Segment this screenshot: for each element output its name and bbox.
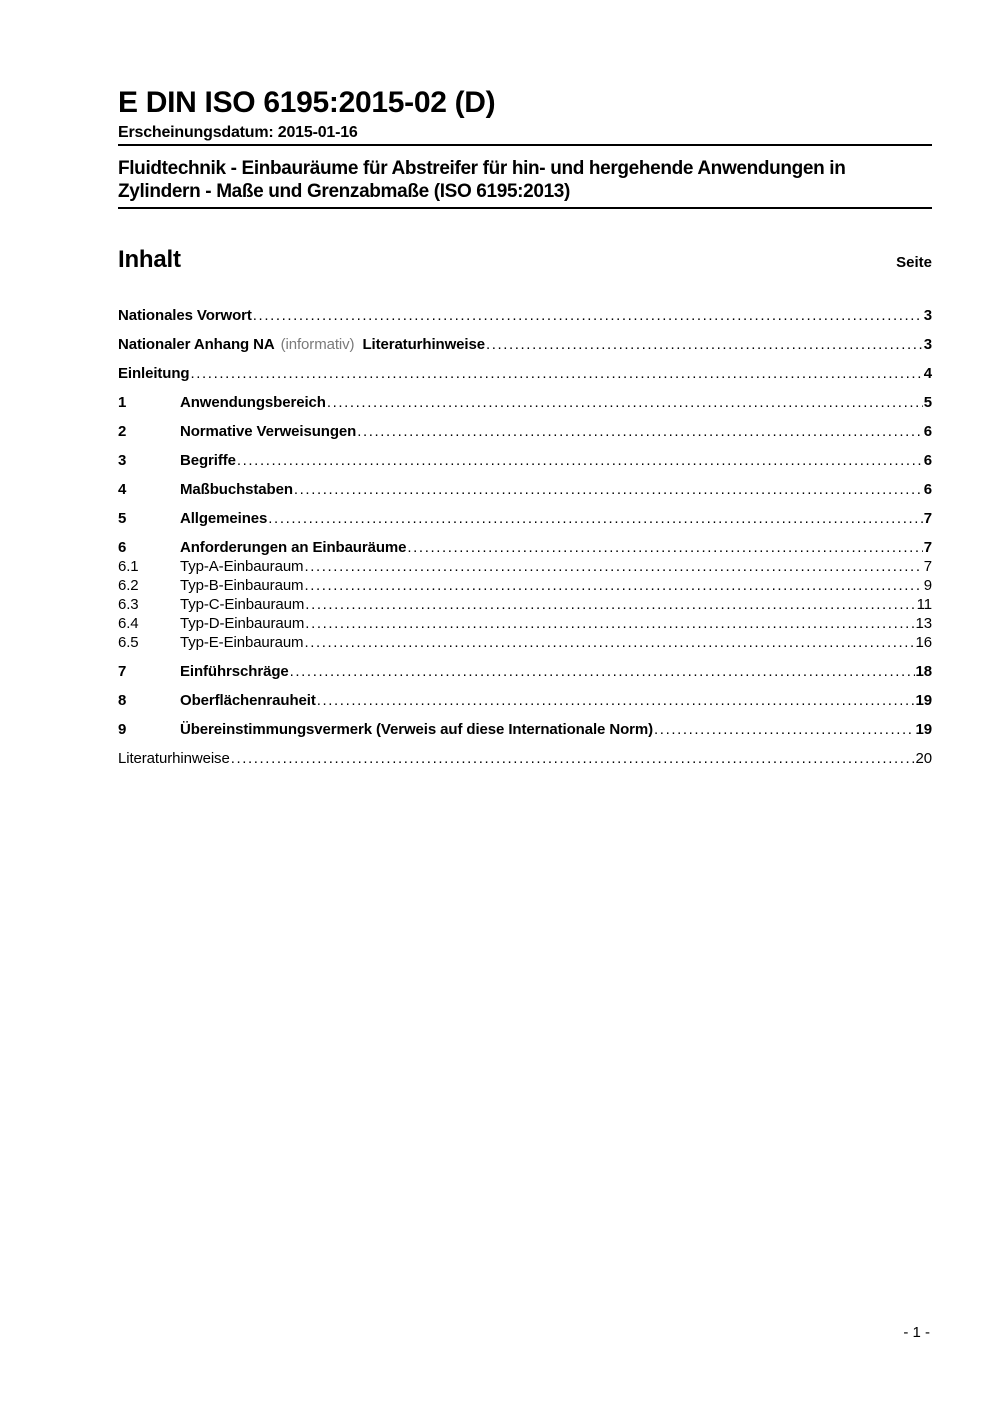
toc-entry-page: 9 xyxy=(923,577,932,594)
toc-leader-dots xyxy=(290,662,915,681)
toc-entry-page: 7 xyxy=(923,510,932,527)
toc-entry-page: 7 xyxy=(923,539,932,556)
toc-entry xyxy=(118,451,932,470)
toc-entry-label: Typ-C-Einbauraum xyxy=(180,596,305,613)
toc-entry-label: Nationales Vorwort xyxy=(118,307,252,324)
toc-entry-label: Maßbuchstaben xyxy=(180,481,293,498)
toc-entry xyxy=(118,393,932,412)
toc-entry xyxy=(118,422,932,441)
toc-leader-dots xyxy=(191,364,923,383)
toc-entry-label-muted-part: (informativ) xyxy=(280,336,355,353)
document-subtitle-line-2: Zylindern - Maße und Grenzabmaße (ISO 6195:2013) xyxy=(118,181,570,202)
toc-entry-page: 13 xyxy=(915,615,932,632)
title-block-divider-bottom xyxy=(118,207,932,209)
toc-entry xyxy=(118,335,932,354)
toc-entry-page: 3 xyxy=(923,336,932,353)
table-of-contents xyxy=(118,306,932,768)
toc-leader-dots xyxy=(304,557,922,576)
toc-entry-label: Begriffe xyxy=(180,452,236,469)
toc-entry-page: 19 xyxy=(915,692,932,709)
toc-entry-number: 6.1 xyxy=(118,558,139,575)
toc-entry-page: 6 xyxy=(923,423,932,440)
toc-entry-number: 5 xyxy=(118,510,127,527)
toc-entry xyxy=(118,557,932,576)
toc-entry xyxy=(118,633,932,652)
toc-entry-page: 16 xyxy=(915,634,932,651)
toc-entry xyxy=(118,691,932,710)
toc-entry xyxy=(118,576,932,595)
toc-leader-dots xyxy=(654,720,914,739)
document-title: E DIN ISO 6195:2015-02 (D) xyxy=(118,86,496,119)
toc-entry-number: 7 xyxy=(118,663,127,680)
contents-header-row xyxy=(118,247,932,276)
toc-entry-number: 6.2 xyxy=(118,577,139,594)
toc-entry-number: 2 xyxy=(118,423,127,440)
toc-leader-dots xyxy=(305,614,914,633)
toc-leader-dots xyxy=(294,480,923,499)
toc-entry-label: Normative Verweisungen xyxy=(180,423,357,440)
toc-entry-page: 3 xyxy=(923,307,932,324)
toc-entry-page: 7 xyxy=(923,558,932,575)
toc-entry-page: 20 xyxy=(915,750,932,767)
title-block-divider-top xyxy=(118,144,932,146)
document-subtitle-line-1: Fluidtechnik - Einbauräume für Abstreifer für hin- und hergehende Anwendungen in xyxy=(118,158,846,179)
toc-leader-dots xyxy=(253,306,923,325)
toc-leader-dots xyxy=(327,393,923,412)
toc-leader-dots xyxy=(407,538,922,557)
toc-entry-number: 9 xyxy=(118,721,127,738)
toc-leader-dots xyxy=(486,335,923,354)
toc-leader-dots xyxy=(237,451,923,470)
toc-entry xyxy=(118,538,932,557)
footer-page-number: - 1 - xyxy=(903,1324,930,1341)
toc-entry-label: Übereinstimmungsvermerk (Verweis auf diese Internationale Norm) xyxy=(180,721,654,738)
contents-heading: Inhalt xyxy=(118,246,181,273)
toc-entry xyxy=(118,364,932,383)
toc-entry-label-part: Literaturhinweise xyxy=(362,336,485,353)
toc-entry-label-part: Nationaler Anhang NA xyxy=(118,336,275,353)
toc-entry-page: 11 xyxy=(916,596,932,613)
toc-entry-number: 3 xyxy=(118,452,127,469)
toc-entry-page: 19 xyxy=(915,721,932,738)
toc-entry-label: Allgemeines xyxy=(180,510,268,527)
toc-entry-number: 6.3 xyxy=(118,596,139,613)
toc-entry xyxy=(118,480,932,499)
toc-entry-number: 1 xyxy=(118,394,127,411)
toc-entry-page: 6 xyxy=(923,481,932,498)
toc-entry-number: 6 xyxy=(118,539,127,556)
toc-entry-page: 18 xyxy=(915,663,932,680)
toc-entry-number: 4 xyxy=(118,481,127,498)
page-column-label: Seite xyxy=(896,254,932,271)
toc-leader-dots xyxy=(304,633,914,652)
toc-entry-label: Oberflächenrauheit xyxy=(180,692,316,709)
toc-entry-label: Typ-D-Einbauraum xyxy=(180,615,305,632)
toc-entry-number: 6.5 xyxy=(118,634,139,651)
toc-entry-label: Anwendungsbereich xyxy=(180,394,326,411)
toc-leader-dots xyxy=(268,509,922,528)
toc-entry-label: Typ-B-Einbauraum xyxy=(180,577,304,594)
toc-entry xyxy=(118,720,932,739)
publication-date: Erscheinungsdatum: 2015-01-16 xyxy=(118,124,358,141)
toc-entry-number: 8 xyxy=(118,692,127,709)
toc-leader-dots xyxy=(304,576,922,595)
toc-leader-dots xyxy=(317,691,915,710)
toc-entry-page: 6 xyxy=(923,452,932,469)
toc-leader-dots xyxy=(357,422,923,441)
toc-entry xyxy=(118,749,932,768)
toc-leader-dots xyxy=(231,749,915,768)
toc-entry-label: Typ-A-Einbauraum xyxy=(180,558,304,575)
toc-entry xyxy=(118,595,932,614)
toc-entry-label: Anforderungen an Einbauräume xyxy=(180,539,407,556)
toc-entry-label: Typ-E-Einbauraum xyxy=(180,634,304,651)
toc-entry-page: 5 xyxy=(923,394,932,411)
toc-entry-number: 6.4 xyxy=(118,615,139,632)
toc-entry xyxy=(118,306,932,325)
document-subtitle xyxy=(118,157,932,203)
toc-entry-label: Einführschräge xyxy=(180,663,289,680)
toc-entry xyxy=(118,614,932,633)
toc-entry-page: 4 xyxy=(923,365,932,382)
toc-leader-dots xyxy=(305,595,915,614)
toc-entry-label: Literaturhinweise xyxy=(118,750,230,767)
toc-entry xyxy=(118,662,932,681)
toc-entry-label xyxy=(118,335,485,354)
toc-entry-label: Einleitung xyxy=(118,365,190,382)
toc-entry xyxy=(118,509,932,528)
